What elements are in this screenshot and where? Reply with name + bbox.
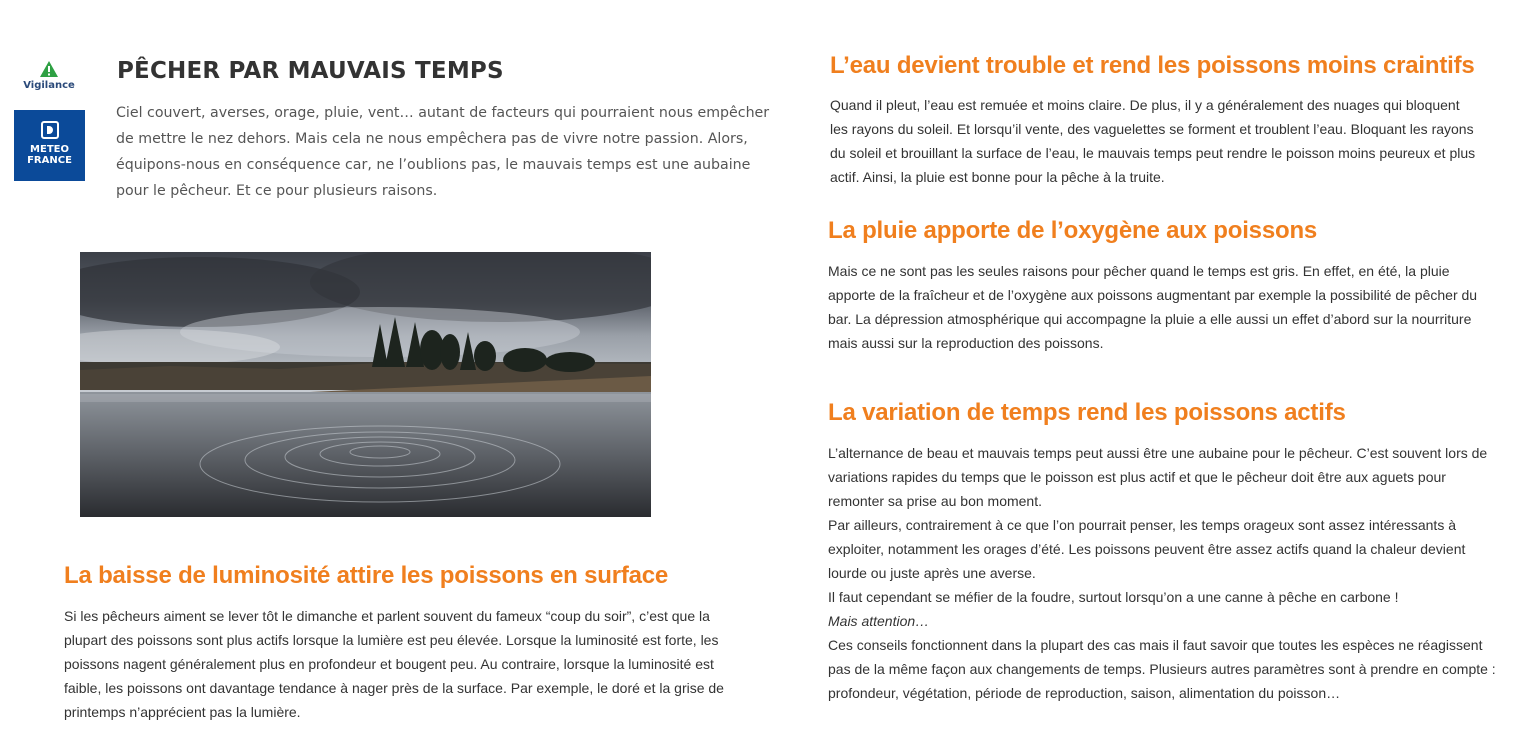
meteo-france-logo[interactable] <box>14 110 85 181</box>
warning-triangle-icon <box>39 60 59 78</box>
variation-paragraph-attention: Mais attention… <box>828 613 930 629</box>
variation-paragraph-1: L’alternance de beau et mauvais temps peut aussi être une aubaine pour le pêcheur. C’est souvent lors de variations rapides du temps que le poisson est plus actif et que le pêcheur doit être aux aguets pour remonter sa prise au bon moment. <box>828 445 1488 509</box>
section-text-oxygene: Mais ce ne sont pas les seules raisons pour pêcher quand le temps est gris. En effet, en été, la pluie apporte de la fraîcheur et de l’oxygène aux poissons augmentant par exemple la possibilité de pêcher du bar. La dépression atmosphérique qui accompagne la pluie a elle aussi un effet d’abord sur la nourriture mais aussi sur la reproduction des poissons. <box>828 263 1478 351</box>
meteo-logo-line1: METEO <box>30 144 69 155</box>
vigilance-label: Vigilance <box>23 80 75 91</box>
section-heading-luminosite: La baisse de luminosité attire les poissons en surface <box>64 562 669 589</box>
section-heading-oxygene: La pluie apporte de l’oxygène aux poissons <box>828 217 1318 244</box>
page-title: PÊCHER PAR MAUVAIS TEMPS <box>117 58 504 84</box>
intro-paragraph: Ciel couvert, averses, orage, pluie, vent… autant de facteurs qui pourraient nous empêcher de mettre le nez dehors. Mais cela ne nous empêchera pas de vivre notre passion. Alors, équipons-nous en conséquence car, ne l’oublions pas, le mauvais temps est une aubaine pour le pêcheur. Et ce pour plusieurs raisons. <box>116 105 770 199</box>
variation-paragraph-3: Il faut cependant se méfier de la foudre, surtout lorsqu’on a une canne à pêche en carbone ! <box>828 589 1399 605</box>
section-text-eau-trouble: Quand il pleut, l’eau est remuée et moins claire. De plus, il y a généralement des nuages qui bloquent les rayons du soleil. Et lorsqu’il vente, des vaguelettes se forment et troublent l’eau. Bloquant les rayons du soleil et brouillant la surface de l’eau, le mauvais temps peut rendre le poisson moins peureux et plus actif. Ainsi, la pluie est bonne pour la pêche à la truite. <box>830 97 1476 185</box>
section-heading-eau-trouble: L’eau devient trouble et rend les poissons moins craintifs <box>830 52 1475 79</box>
stormy-lake-photo <box>80 252 651 517</box>
section-heading-variation: La variation de temps rend les poissons actifs <box>828 399 1346 426</box>
meteo-logo-line2: FRANCE <box>27 155 72 166</box>
vigilance-badge[interactable] <box>18 60 80 91</box>
section-text-variation <box>828 441 1498 705</box>
variation-paragraph-2: Par ailleurs, contrairement à ce que l’on pourrait penser, les temps orageux sont assez intéressants à exploiter, notamment les orages d’été. Les poissons peuvent être assez actifs quand la chaleur devient lourde ou juste après une averse. <box>828 517 1466 581</box>
section-text-luminosite: Si les pêcheurs aiment se lever tôt le dimanche et parlent souvent du fameux “coup du soir”, c’est que la plupart des poissons sont plus actifs lorsque la lumière est peu élevée. Lorsque la luminosité est forte, les poissons nagent généralement plus en profondeur et bougent peu. Au contraire, lorsque la luminosité est faible, les poissons ont davantage tendance à nager près de la surface. Par exemple, le doré et la grise de printemps n’apprécient pas la lumière. <box>64 608 724 720</box>
variation-paragraph-5: Ces conseils fonctionnent dans la plupart des cas mais il faut savoir que toutes les espèces ne réagissent pas de la même façon aux changements de temps. Plusieurs autres paramètres sont à prendre en compte : profondeur, végétation, période de reproduction, saison, alimentation du poisson… <box>828 637 1496 701</box>
meteo-france-emblem-icon <box>41 121 59 139</box>
